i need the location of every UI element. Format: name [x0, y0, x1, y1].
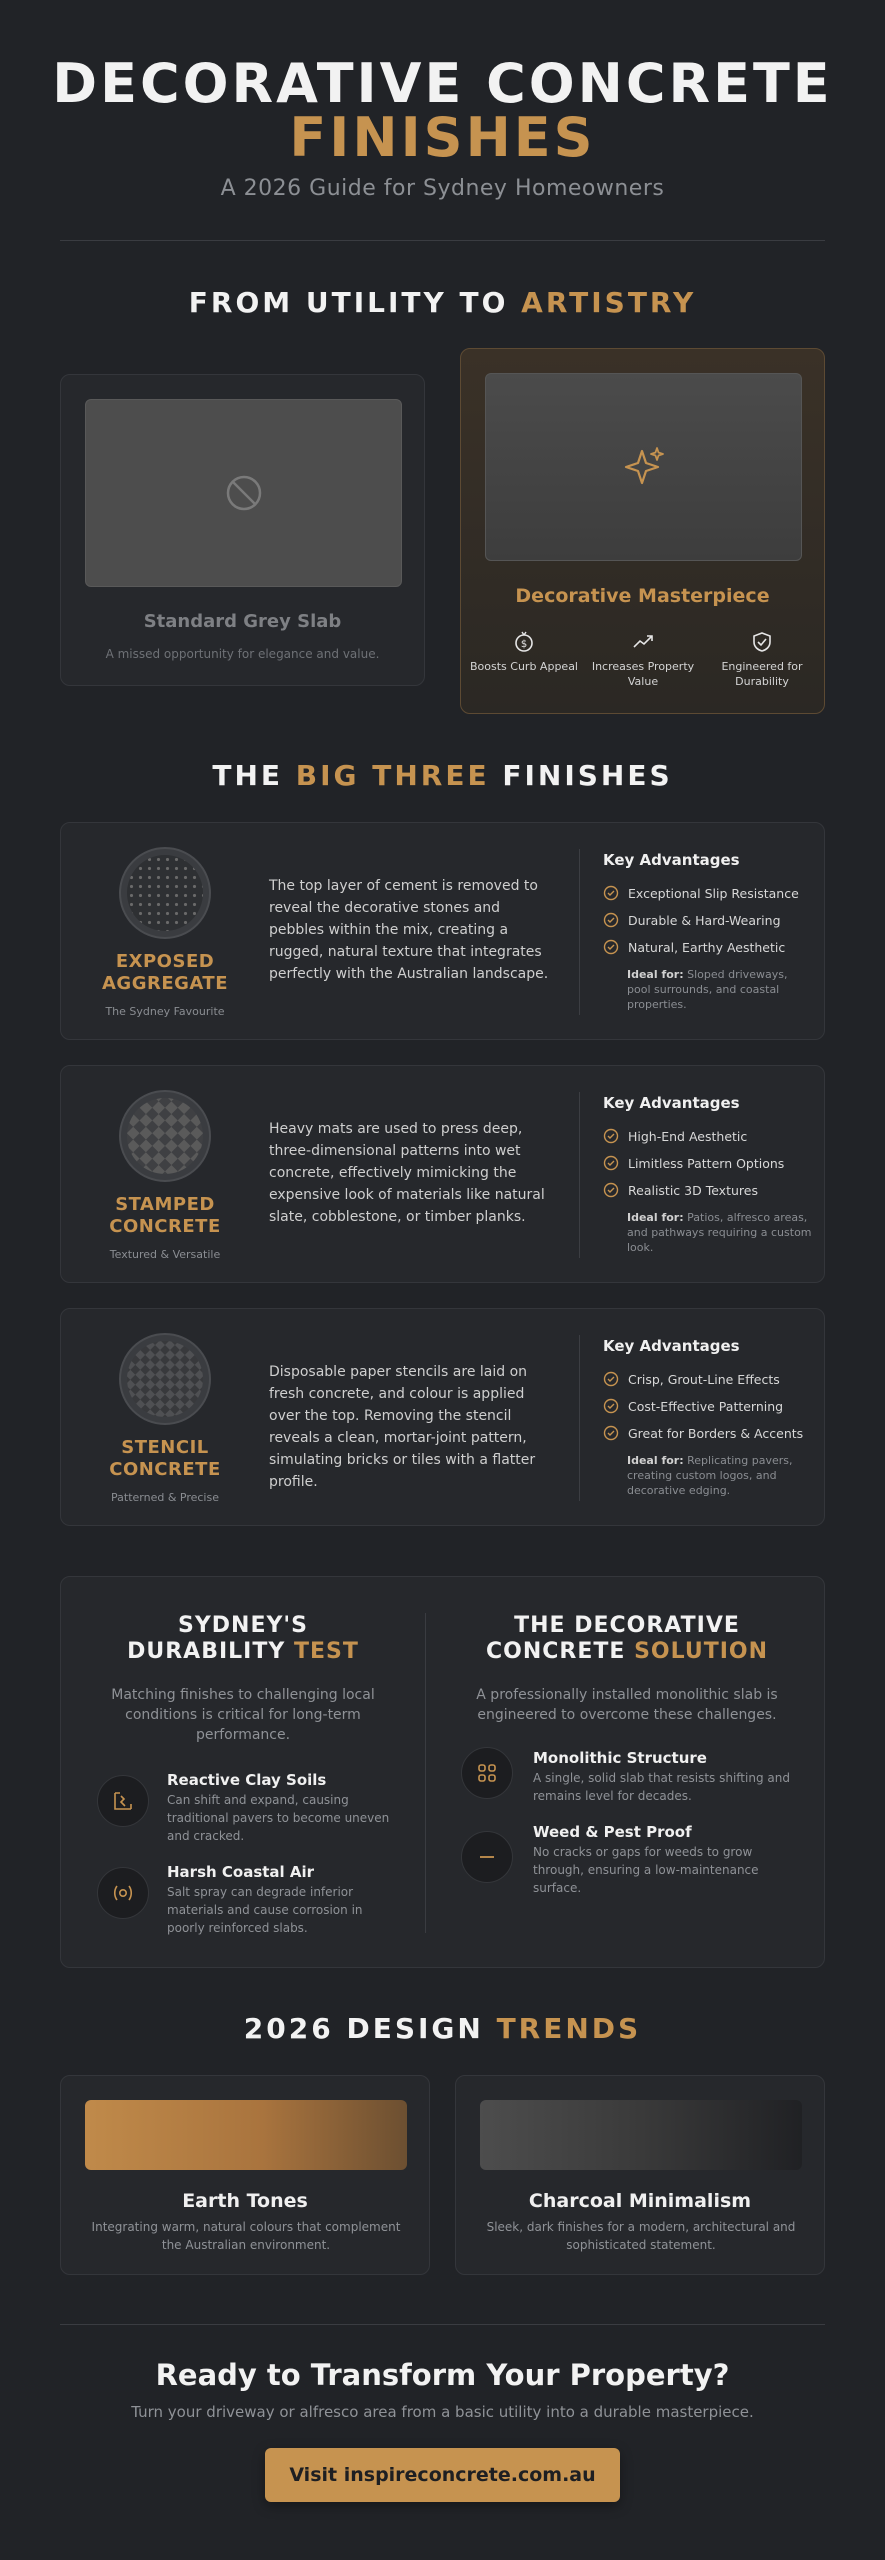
trend-up-icon — [632, 631, 654, 653]
advantages-heading: Key Advantages — [603, 1337, 740, 1355]
durability-card — [60, 1576, 825, 1968]
ideal-for-note — [627, 1210, 812, 1255]
item-title: Weed & Pest Proof — [533, 1823, 692, 1841]
sparkle-icon — [620, 443, 668, 491]
trend-card-charcoal-minimalism — [455, 2075, 825, 2275]
exposed-aggregate-swatch — [119, 847, 211, 939]
finish-card-stamped-concrete — [60, 1065, 825, 1283]
standard-slab-title: Standard Grey Slab — [143, 611, 342, 632]
clay-soil-icon-wrap — [97, 1775, 149, 1827]
trends-heading — [0, 2012, 885, 2045]
cta-title: Ready to Transform Your Property? — [155, 2358, 730, 2392]
ideal-for-note — [627, 967, 812, 1012]
durability-test-title — [81, 1613, 405, 1665]
item-desc: A single, solid slab that resists shifting and remains level for decades. — [533, 1771, 790, 1803]
advantage-item — [603, 885, 799, 901]
feature-label: Increases Property Value — [591, 660, 695, 688]
advantage-item — [603, 912, 781, 928]
item-desc: Salt spray can degrade inferior materials and cause corrosion in poorly reinforced slabs. — [167, 1885, 363, 1935]
advantage-item — [603, 1155, 784, 1171]
advantage-label: Great for Borders & Accents — [628, 1425, 804, 1441]
hero-title-line1: DECORATIVE CONCRETE — [52, 52, 833, 115]
svg-text:$: $ — [520, 639, 528, 650]
standard-slab-desc: A missed opportunity for elegance and value. — [105, 647, 380, 661]
finishes-heading — [0, 759, 885, 792]
feature-label: Boosts Curb Appeal — [470, 660, 578, 673]
finish-subtitle: Textured & Versatile — [109, 1248, 221, 1261]
utility-heading — [0, 286, 885, 319]
finish-description: Heavy mats are used to press deep, three-dimensional patterns into wet concrete, effectively mimicking the expensive look of materials like natural slate, cobblestone, or timber planks. — [269, 1121, 545, 1225]
feature-label: Engineered for Durability — [721, 660, 803, 688]
hero-title-line2: FINISHES — [289, 106, 596, 169]
finishes-heading-white: FINISHES — [502, 759, 673, 792]
advantage-label: Realistic 3D Textures — [628, 1182, 758, 1198]
advantage-item — [603, 1182, 758, 1198]
trend-title: Earth Tones — [182, 2190, 308, 2212]
solution-title-gold: SOLUTION — [634, 1639, 769, 1664]
check-circle-icon — [603, 1398, 619, 1414]
feature-curb-appeal — [464, 631, 584, 674]
decorative-masterpiece-card — [460, 348, 825, 714]
ideal-label: Ideal for: — [627, 1211, 684, 1224]
check-circle-icon — [603, 885, 619, 901]
standard-slab-card — [60, 374, 425, 686]
trend-desc: Sleek, dark finishes for a modern, architectural and sophisticated statement. — [486, 2220, 796, 2252]
salt-spray-icon — [111, 1881, 135, 1905]
advantage-label: Durable & Hard-Wearing — [628, 912, 781, 928]
divider — [579, 849, 580, 1015]
item-title: Reactive Clay Soils — [167, 1771, 327, 1789]
durability-test-desc: Matching finishes to challenging local conditions is critical for long-term performance. — [111, 1687, 375, 1743]
decorative-masterpiece-title: Decorative Masterpiece — [515, 585, 770, 607]
finish-subtitle: Patterned & Precise — [111, 1491, 219, 1504]
weed-proof-icon-wrap — [461, 1831, 513, 1883]
advantage-label: Crisp, Grout-Line Effects — [628, 1371, 780, 1387]
prohibited-icon — [224, 473, 264, 513]
item-desc: No cracks or gaps for weeds to grow through, ensuring a low-maintenance surface. — [533, 1845, 759, 1895]
advantage-item — [603, 1425, 803, 1441]
stencil-concrete-swatch — [119, 1333, 211, 1425]
badge-dollar-icon — [513, 631, 535, 653]
decorative-solution-title — [445, 1613, 809, 1665]
trend-desc: Integrating warm, natural colours that complement the Australian environment. — [91, 2220, 401, 2252]
decorative-slab-image — [485, 373, 802, 561]
visit-website-button[interactable]: Visit inspireconcrete.com.au — [265, 2448, 620, 2502]
solution-title-white: CONCRETE — [485, 1639, 626, 1664]
divider — [425, 1613, 426, 1933]
finishes-heading-gold: BIG THREE — [295, 759, 490, 792]
check-circle-icon — [603, 939, 619, 955]
finish-description: Disposable paper stencils are laid on fresh concrete, and colour is applied over the top. Removing the stencil reveals a clean, mortar-joint pattern, simulating bricks or tiles with a flatter profile. — [269, 1364, 536, 1490]
finish-name: STAMPED CONCRETE — [109, 1194, 221, 1237]
finish-name: EXPOSED AGGREGATE — [101, 951, 229, 994]
soil-crack-icon — [111, 1789, 135, 1813]
finish-description: The top layer of cement is removed to reveal the decorative stones and pebbles within the mix, creating a rugged, natural texture that integrates perfectly with the Australian landscape. — [269, 878, 549, 982]
finish-card-stencil-concrete — [60, 1308, 825, 1526]
coastal-air-icon-wrap — [97, 1867, 149, 1919]
divider — [60, 2324, 825, 2325]
utility-heading-white: FROM UTILITY TO — [188, 286, 509, 319]
grid-blocks-icon — [475, 1761, 499, 1785]
trends-heading-white: 2026 DESIGN — [243, 2012, 484, 2045]
decorative-solution-desc: A professionally installed monolithic slab is engineered to overcome these challenges. — [476, 1687, 778, 1723]
item-title: Harsh Coastal Air — [167, 1863, 315, 1881]
solution-title-line: THE DECORATIVE — [514, 1613, 740, 1638]
charcoal-swatch — [480, 2100, 802, 2170]
ideal-text: Patios, alfresco areas, and pathways requiring a custom look. — [627, 1211, 812, 1254]
advantage-item — [603, 1128, 747, 1144]
trend-title: Charcoal Minimalism — [528, 2190, 752, 2212]
earth-tones-swatch — [85, 2100, 407, 2170]
advantages-heading: Key Advantages — [603, 1094, 740, 1112]
check-circle-icon — [603, 1128, 619, 1144]
trends-heading-gold: TRENDS — [496, 2012, 642, 2045]
utility-heading-gold: ARTISTRY — [521, 286, 697, 319]
check-circle-icon — [603, 1425, 619, 1441]
divider — [60, 240, 825, 241]
durability-title-line: SYDNEY'S — [178, 1613, 308, 1638]
check-circle-icon — [603, 1155, 619, 1171]
feature-property-value — [583, 631, 703, 689]
minus-icon — [475, 1845, 499, 1869]
finish-card-exposed-aggregate — [60, 822, 825, 1040]
advantage-label: Limitless Pattern Options — [628, 1155, 785, 1171]
stamped-concrete-swatch — [119, 1090, 211, 1182]
advantage-item — [603, 939, 785, 955]
advantage-label: High-End Aesthetic — [628, 1128, 748, 1144]
advantage-label: Exceptional Slip Resistance — [628, 885, 799, 901]
cta-subtitle: Turn your driveway or alfresco area from a basic utility into a durable masterpiece. — [131, 2403, 754, 2421]
finish-subtitle: The Sydney Favourite — [105, 1005, 225, 1018]
feature-durability — [702, 631, 822, 689]
ideal-label: Ideal for: — [627, 968, 684, 981]
standard-slab-image — [85, 399, 402, 587]
durability-title-gold: TEST — [293, 1639, 359, 1664]
ideal-label: Ideal for: — [627, 1454, 684, 1467]
item-desc: Can shift and expand, causing traditional pavers to become uneven and cracked. — [167, 1793, 390, 1843]
advantage-label: Cost-Effective Patterning — [628, 1398, 784, 1414]
advantage-item — [603, 1398, 783, 1414]
ideal-text: Sloped driveways, pool surrounds, and coastal properties. — [627, 968, 788, 1011]
advantage-item — [603, 1371, 780, 1387]
advantage-label: Natural, Earthy Aesthetic — [628, 939, 786, 955]
divider — [579, 1092, 580, 1258]
shield-check-icon — [751, 631, 773, 653]
check-circle-icon — [603, 1182, 619, 1198]
advantages-heading: Key Advantages — [603, 851, 740, 869]
divider — [579, 1335, 580, 1501]
ideal-for-note — [627, 1453, 812, 1498]
check-circle-icon — [603, 912, 619, 928]
hero-subtitle: A 2026 Guide for Sydney Homeowners — [220, 176, 665, 201]
finish-name: STENCIL CONCRETE — [109, 1437, 221, 1480]
item-title: Monolithic Structure — [533, 1749, 707, 1767]
finishes-heading-white: THE — [212, 759, 284, 792]
ideal-text: Replicating pavers, creating custom logos, and decorative edging. — [627, 1454, 793, 1497]
durability-title-white: DURABILITY — [127, 1639, 286, 1664]
monolithic-icon-wrap — [461, 1747, 513, 1799]
trend-card-earth-tones — [60, 2075, 430, 2275]
check-circle-icon — [603, 1371, 619, 1387]
